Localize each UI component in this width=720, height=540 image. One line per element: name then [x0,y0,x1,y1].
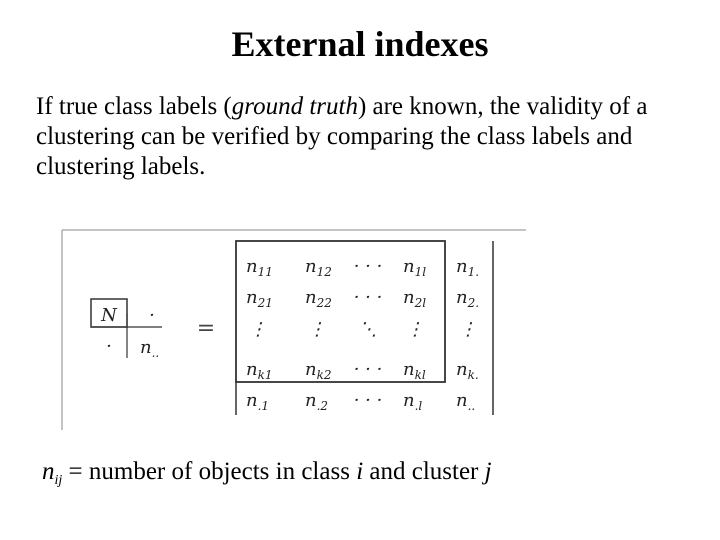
matrix-cell-r4-c2: $n_{k2}$ [305,359,332,382]
definition-text-1: = number of objects in class [62,458,357,485]
matrix-cell-r2-c1: $n_{21}$ [246,287,273,310]
definition-text-2: and cluster [363,458,485,485]
matrix-cell-r1-c2: $n_{12}$ [305,256,332,279]
body-text-part2: ) are known, the validity of a clustering can be verified by comparing the class labels and clustering labels. [36,93,648,180]
matrix-ellipsis-r1-c3: · · · [353,256,383,277]
definition-cluster-j: j [484,458,492,485]
contingency-table-svg [58,222,528,432]
matrix-cell-r5-c5: $n_{..}$ [456,390,476,413]
nij-definition [42,456,492,497]
n-matrix-symbol: N [101,305,117,326]
matrix-cell-r1-c1: $n_{11}$ [246,256,273,279]
matrix-ellipsis-r4-c3: · · · [353,359,383,380]
matrix-cell-r4-c5: $n_{k.}$ [456,359,479,382]
slide-body-text [36,92,696,182]
contingency-table-figure [58,222,528,432]
equals-sign: = [196,316,216,341]
matrix-cell-r5-c1: $n_{.1}$ [246,390,270,413]
left-summary-block [91,299,162,360]
matrix-ellipsis-r2-c3: · · · [353,287,383,308]
matrix-cell-r4-c1: $n_{k1}$ [246,359,273,382]
left-block-top-dot: · [149,305,155,326]
left-block-left-dot: · [106,336,112,357]
matrix-ellipsis-r3-c2: ⋮ [308,319,326,340]
matrix-cell-r1-c5: $n_{1.}$ [456,256,480,279]
matrix-ellipsis-r3-c3: ⋱ [359,319,377,340]
slide-title: External indexes [231,24,489,64]
matrix-cell-r5-c2: $n_{.2}$ [305,390,329,413]
left-block-total: $n_{..}$ [140,337,160,360]
matrix-cell-r4-c4: $n_{kl}$ [403,359,426,382]
matrix-cell-r2-c4: $n_{2l}$ [403,287,427,310]
matrix-cell-r5-c4: $n_{.l}$ [403,390,423,413]
matrix-ellipsis-r3-c5: ⋮ [459,319,477,340]
matrix-cell-r1-c4: $n_{1l}$ [403,256,427,279]
matrix-ellipsis-r3-c1: ⋮ [249,319,267,340]
matrix-ellipsis-r5-c3: · · · [353,390,383,411]
nij-variable: n [42,458,55,485]
matrix-cell-r2-c5: $n_{2.}$ [456,287,480,310]
body-text-part1: If true class labels ( [36,93,232,120]
matrix-cell-r2-c2: $n_{22}$ [305,287,332,310]
definition-class-i: i [356,458,364,485]
body-text-emphasis: ground truth [231,93,358,120]
nij-subscript: ij [54,473,63,488]
matrix-cells [246,256,479,413]
matrix-ellipsis-r3-c4: ⋮ [406,319,424,340]
